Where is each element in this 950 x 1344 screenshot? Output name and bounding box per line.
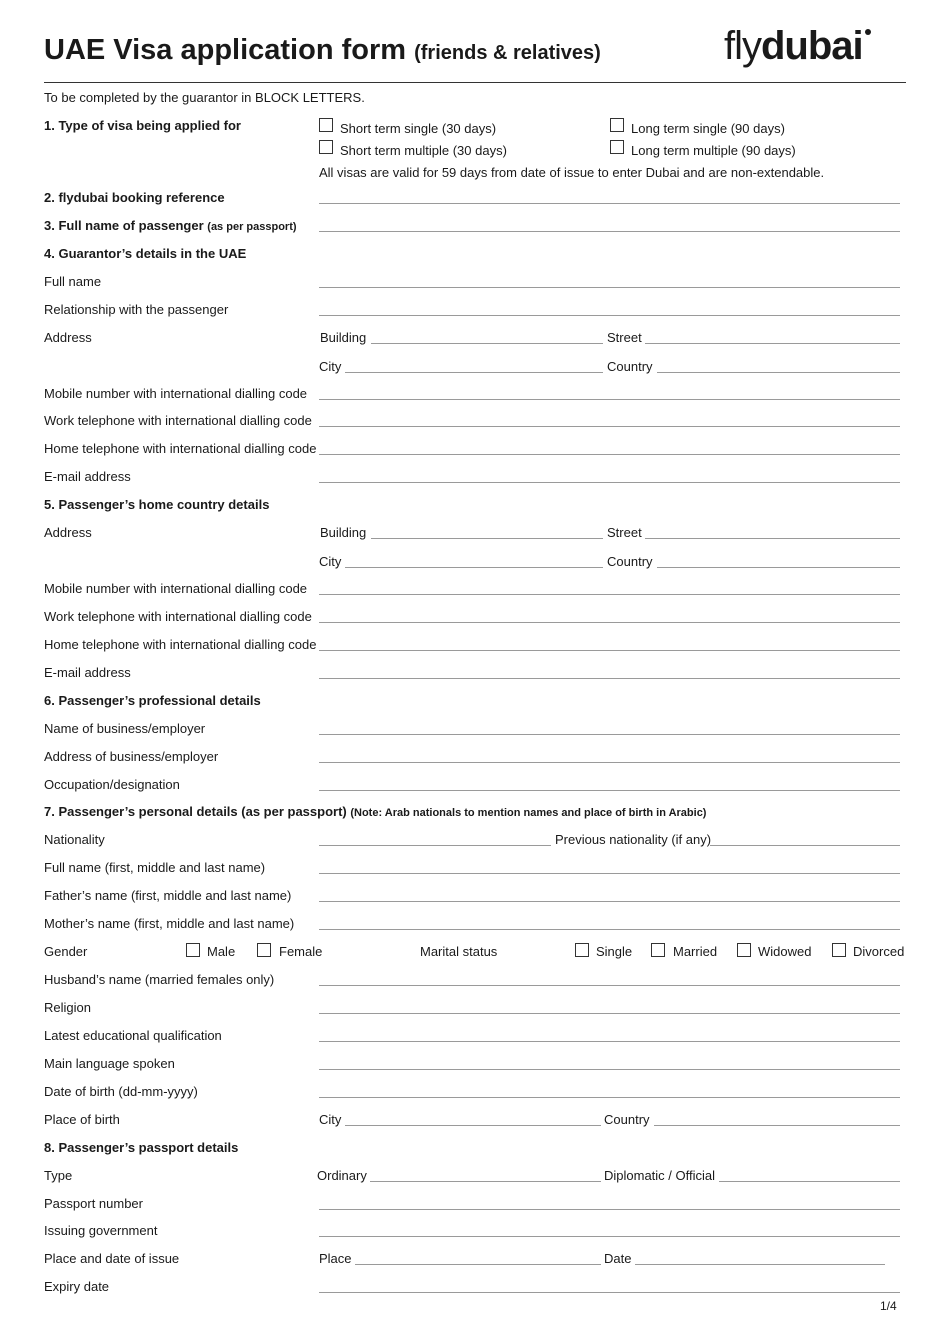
guarantor-email-field[interactable] (319, 482, 900, 483)
guarantor-building-field[interactable] (371, 343, 603, 344)
home-building-field[interactable] (371, 538, 603, 539)
employer-address-field[interactable] (319, 762, 900, 763)
personal-full-name-field[interactable] (319, 873, 900, 874)
guarantor-full-name-label: Full name (44, 274, 102, 289)
employer-name-field[interactable] (319, 734, 900, 735)
passport-number-field[interactable] (319, 1209, 900, 1210)
home-street-field[interactable] (645, 538, 900, 539)
personal-full-name-label: Full name (first, middle and last name) (44, 860, 266, 875)
home-home-phone-label: Home telephone with international dialling code (44, 637, 317, 652)
issuing-government-field[interactable] (319, 1236, 900, 1237)
logo-text-dubai: dubai (761, 24, 863, 68)
guarantor-work-phone-label: Work telephone with international dialling code (44, 413, 312, 428)
guarantor-work-phone-field[interactable] (319, 426, 900, 427)
pob-city-label: City (319, 1112, 342, 1127)
mother-name-label: Mother’s name (first, middle and last name) (44, 916, 295, 931)
expiry-date-label: Expiry date (44, 1279, 110, 1294)
checkbox-short-term-single[interactable] (319, 118, 333, 132)
mother-name-field[interactable] (319, 929, 900, 930)
intro-text: To be completed by the guarantor in BLOCK LETTERS. (44, 90, 365, 105)
issue-place-label: Place (319, 1251, 352, 1266)
marital-status-label: Marital status (420, 944, 498, 959)
title-text: UAE Visa application form (44, 34, 407, 66)
section-3-heading-note: (as per passport) (207, 221, 297, 233)
pob-city-field[interactable] (345, 1125, 601, 1126)
home-address-label: Address (44, 525, 92, 540)
guarantor-relationship-field[interactable] (319, 315, 900, 316)
guarantor-email-label: E-mail address (44, 469, 131, 484)
page-title (44, 34, 601, 67)
passport-number-label: Passport number (44, 1196, 143, 1211)
male-label: Male (207, 944, 236, 959)
married-label: Married (673, 944, 718, 959)
checkbox-short-term-multiple[interactable] (319, 140, 333, 154)
issue-date-label: Date (604, 1251, 632, 1266)
section-7-heading-note: (Note: Arab nationals to mention names and place of birth in Arabic) (350, 807, 707, 819)
father-name-field[interactable] (319, 901, 900, 902)
pob-label: Place of birth (44, 1112, 120, 1127)
guarantor-city-field[interactable] (345, 372, 603, 373)
expiry-date-field[interactable] (319, 1292, 900, 1293)
flydubai-logo (724, 26, 871, 66)
home-country-label: Country (607, 554, 653, 569)
guarantor-city-label: City (319, 359, 342, 374)
language-label: Main language spoken (44, 1056, 175, 1071)
home-mobile-field[interactable] (319, 594, 900, 595)
logo-text-fly: fly (724, 24, 761, 68)
section-8-heading: 8. Passenger’s passport details (44, 1140, 239, 1155)
nationality-label: Nationality (44, 832, 105, 847)
section-3-heading (44, 218, 297, 233)
diplomatic-field[interactable] (719, 1181, 900, 1182)
page-number: 1/4 (880, 1299, 897, 1313)
previous-nationality-field[interactable] (710, 845, 900, 846)
education-label: Latest educational qualification (44, 1028, 222, 1043)
section-1-heading: 1. Type of visa being applied for (44, 118, 241, 133)
ordinary-label: Ordinary (317, 1168, 367, 1183)
issuing-government-label: Issuing government (44, 1223, 158, 1238)
checkbox-single[interactable] (575, 943, 589, 957)
dob-field[interactable] (319, 1097, 900, 1098)
section-7-heading (44, 804, 706, 819)
widowed-label: Widowed (758, 944, 812, 959)
section-5-heading: 5. Passenger’s home country details (44, 497, 270, 512)
label-long-term-multiple: Long term multiple (90 days) (631, 143, 796, 158)
section-2-heading: 2. flydubai booking reference (44, 190, 225, 205)
occupation-field[interactable] (319, 790, 900, 791)
checkbox-female[interactable] (257, 943, 271, 957)
nationality-field[interactable] (319, 845, 551, 846)
place-date-issue-label: Place and date of issue (44, 1251, 180, 1266)
home-email-label: E-mail address (44, 665, 131, 680)
employer-name-label: Name of business/employer (44, 721, 206, 736)
guarantor-home-phone-label: Home telephone with international dialling code (44, 441, 317, 456)
home-country-field[interactable] (657, 567, 900, 568)
husband-name-field[interactable] (319, 985, 900, 986)
checkbox-divorced[interactable] (832, 943, 846, 957)
home-building-label: Building (320, 525, 367, 540)
home-mobile-label: Mobile number with international dialling code (44, 581, 308, 596)
home-city-field[interactable] (345, 567, 603, 568)
employer-address-label: Address of business/employer (44, 749, 219, 764)
label-short-term-single: Short term single (30 days) (340, 121, 497, 136)
guarantor-mobile-label: Mobile number with international dialling code (44, 386, 308, 401)
section-3-heading-text: 3. Full name of passenger (44, 218, 204, 233)
checkbox-male[interactable] (186, 943, 200, 957)
passport-type-label: Type (44, 1168, 73, 1183)
language-field[interactable] (319, 1069, 900, 1070)
checkbox-long-term-single[interactable] (610, 118, 624, 132)
religion-field[interactable] (319, 1013, 900, 1014)
guarantor-country-label: Country (607, 359, 653, 374)
divorced-label: Divorced (853, 944, 905, 959)
occupation-label: Occupation/designation (44, 777, 180, 792)
diplomatic-label: Diplomatic / Official (604, 1168, 716, 1183)
single-label: Single (596, 944, 633, 959)
label-short-term-multiple: Short term multiple (30 days) (340, 143, 507, 158)
guarantor-full-name-field[interactable] (319, 287, 900, 288)
guarantor-street-label: Street (607, 330, 642, 345)
education-field[interactable] (319, 1041, 900, 1042)
home-home-phone-field[interactable] (319, 650, 900, 651)
section-6-heading: 6. Passenger’s professional details (44, 693, 261, 708)
guarantor-relationship-label: Relationship with the passenger (44, 302, 229, 317)
home-email-field[interactable] (319, 678, 900, 679)
home-work-phone-label: Work telephone with international dialling code (44, 609, 312, 624)
guarantor-country-field[interactable] (657, 372, 900, 373)
checkbox-widowed[interactable] (737, 943, 751, 957)
pob-country-label: Country (604, 1112, 650, 1127)
issue-date-field[interactable] (635, 1264, 885, 1265)
home-work-phone-field[interactable] (319, 622, 900, 623)
passenger-full-name-field[interactable] (319, 231, 900, 232)
checkbox-married[interactable] (651, 943, 665, 957)
guarantor-building-label: Building (320, 330, 367, 345)
previous-nationality-label: Previous nationality (if any) (555, 832, 712, 847)
home-street-label: Street (607, 525, 642, 540)
dob-label: Date of birth (dd-mm-yyyy) (44, 1084, 198, 1099)
section-7-heading-text: 7. Passenger’s personal details (as per passport) (44, 804, 347, 819)
logo-dot-icon (865, 29, 871, 35)
guarantor-home-phone-field[interactable] (319, 454, 900, 455)
ordinary-field[interactable] (370, 1181, 601, 1182)
section-4-heading: 4. Guarantor’s details in the UAE (44, 246, 247, 261)
issue-place-field[interactable] (355, 1264, 601, 1265)
booking-reference-field[interactable] (319, 203, 900, 204)
female-label: Female (279, 944, 323, 959)
guarantor-street-field[interactable] (645, 343, 900, 344)
guarantor-mobile-field[interactable] (319, 399, 900, 400)
father-name-label: Father’s name (first, middle and last name) (44, 888, 292, 903)
header-divider (44, 82, 906, 83)
home-city-label: City (319, 554, 342, 569)
husband-name-label: Husband’s name (married females only) (44, 972, 275, 987)
gender-label: Gender (44, 944, 88, 959)
visa-validity-note: All visas are valid for 59 days from date of issue to enter Dubai and are non-extendable. (319, 165, 825, 180)
checkbox-long-term-multiple[interactable] (610, 140, 624, 154)
pob-country-field[interactable] (654, 1125, 900, 1126)
guarantor-address-label: Address (44, 330, 92, 345)
religion-label: Religion (44, 1000, 91, 1015)
label-long-term-single: Long term single (90 days) (631, 121, 785, 136)
title-subtitle: (friends & relatives) (414, 42, 601, 64)
